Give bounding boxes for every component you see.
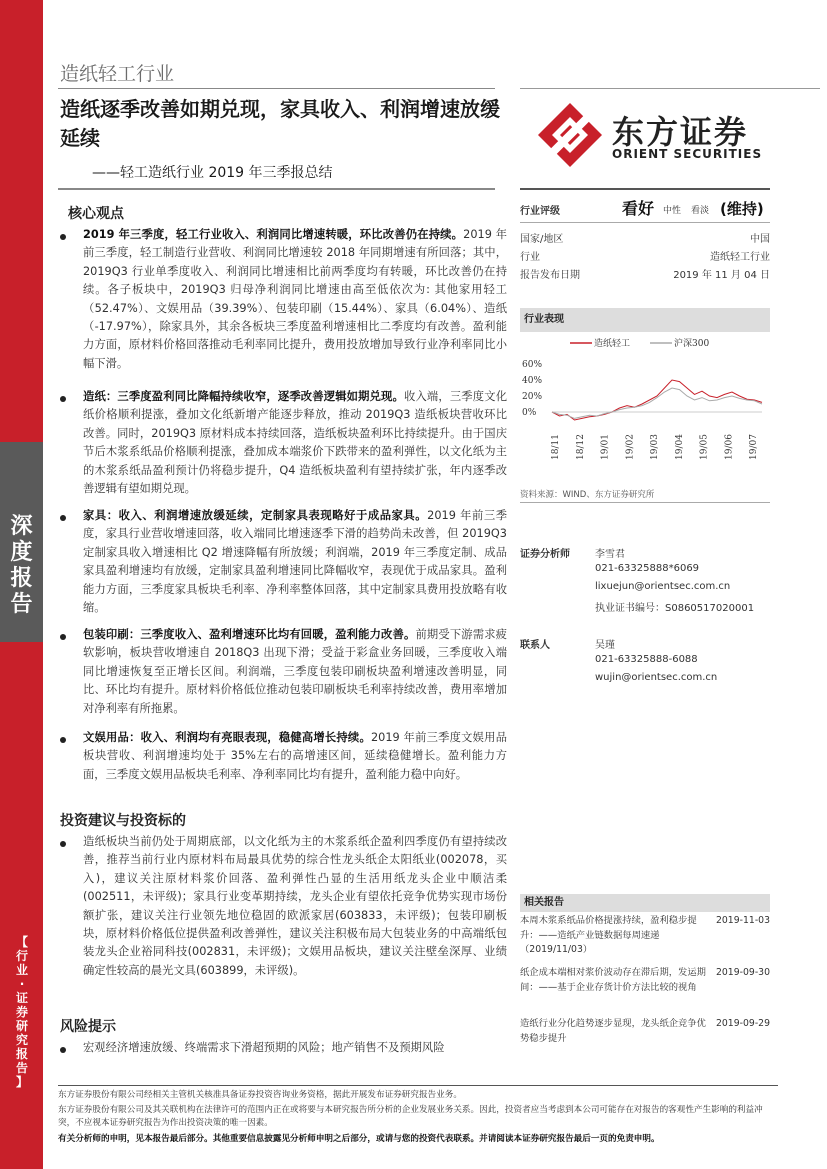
core-item xyxy=(83,507,507,617)
orient-logo-icon xyxy=(538,103,602,167)
vlabel-char: 券 xyxy=(15,1005,28,1019)
contact-email[interactable]: wujin@orientsec.com.cn xyxy=(595,672,718,683)
contact-name: 吴瑾 xyxy=(595,640,615,651)
vlabel-char: 业 xyxy=(15,963,28,977)
footer-rule xyxy=(58,1085,778,1086)
analyst-name: 李雪君 xyxy=(595,549,625,560)
info-value: 2019 年 11 月 04 日 xyxy=(673,270,770,281)
series-line xyxy=(552,380,762,420)
info-key: 国家/地区 xyxy=(520,234,564,245)
footer-disclaimer: 有关分析师的申明，见本报告最后部分。其他重要信息披露见分析师申明之后部分，或请与您的投资代表联系。并请阅读本证券研究报告最后一页的免责申明。 xyxy=(58,1134,660,1144)
perf-chart xyxy=(520,334,770,474)
related-heading: 相关报告 xyxy=(520,894,770,912)
vlabel-char: · xyxy=(19,977,25,991)
bullet-icon xyxy=(60,841,66,847)
x-tick-label: 18/11 xyxy=(551,434,561,460)
vlabel-char: 行 xyxy=(15,949,28,963)
core-item xyxy=(83,729,507,784)
contact-phone: 021-63325888-6088 xyxy=(595,654,698,665)
related-item[interactable] xyxy=(520,1017,770,1046)
x-tick-label: 19/05 xyxy=(699,434,710,460)
vlabel-char: 】 xyxy=(15,1075,28,1089)
related-title[interactable]: 本周木浆系纸品价格提涨持续，盈利稳步提升：——造纸产业链数据每周速递（2019/11/03） xyxy=(520,915,697,955)
related-title[interactable]: 造纸行业分化趋势逐步显现，龙头纸企竞争优势稳步提升 xyxy=(520,1018,706,1044)
invest-heading: 投资建议与投资标的 xyxy=(60,813,186,829)
tag-char: 告 xyxy=(10,592,33,617)
rating-option: 中性 xyxy=(663,206,682,216)
vertical-label xyxy=(12,935,32,1089)
rating-label: 行业评级 xyxy=(520,206,560,217)
chart-rule xyxy=(520,502,770,503)
report-title: 造纸逐季改善如期兑现，家具收入、利润增速放缓延续 xyxy=(60,97,500,150)
y-tick-label: 0% xyxy=(522,408,537,418)
chart-source: 资料来源：WIND、东方证券研究所 xyxy=(520,490,655,500)
y-tick-label: 20% xyxy=(522,392,543,402)
info-value: 中国 xyxy=(750,234,770,245)
analyst-phone: 021-63325888*6069 xyxy=(595,563,700,574)
report-type-tag xyxy=(0,442,43,642)
related-title[interactable]: 纸企成本端相对浆价波动存在滞后期，发运期间：——基于企业存货计价方法比较的视角 xyxy=(520,967,706,993)
y-tick-label: 60% xyxy=(522,360,543,370)
core-item-text: 2019 年前三季度，家具行业营收增速回落，收入端同比增速逐季下滑的趋势尚未改善，但 2019Q3 定制家具收入增速相比 Q2 增速降幅有所放缓；利润端，2019 年三季度定制、成品家具盈利增速均有放缓，定制家具盈利增速同比降幅收窄，表现优于成品家具。盈利能力方面，三季度家具板块毛利率、净利率整体回落，其中定制家具费用投放略有收缩。 xyxy=(83,509,507,615)
info-key: 行业 xyxy=(520,252,540,263)
logo-text-en: ORIENT SECURITIES xyxy=(612,147,763,161)
contact-label: 联系人 xyxy=(520,640,550,651)
info-key: 报告发布日期 xyxy=(520,270,580,281)
analyst-label: 证券分析师 xyxy=(520,549,570,560)
info-value: 造纸轻工行业 xyxy=(710,252,770,263)
rating-top-rule xyxy=(520,188,770,190)
bullet-icon xyxy=(60,737,66,743)
report-subtitle: ——轻工造纸行业 2019 年三季报总结 xyxy=(92,165,333,181)
risk-heading: 风险提示 xyxy=(60,1019,116,1035)
bullet-icon xyxy=(60,1047,66,1053)
vlabel-char: 究 xyxy=(15,1033,28,1047)
x-tick-label: 19/07 xyxy=(749,434,759,460)
core-item-text: 前期受下游需求疲软影响，板块营收增速自 2018Q3 出现下滑；受益于彩盒业务回暖，三季度收入端同比增速恢复至正增长区间。利润端，三季度包装印刷板块盈利增速改善明显，同比、环比均有提升。原材料价格低位推动包装印刷板块毛利率持续改善，费用率增加对净利率有所拖累。 xyxy=(83,628,507,715)
perf-heading: 行业表现 xyxy=(520,308,770,332)
vlabel-char: 告 xyxy=(15,1061,28,1075)
core-item-lead: 文娱用品：收入、利润均有亮眼表现，稳健高增长持续。 xyxy=(83,731,371,744)
x-tick-label: 19/02 xyxy=(625,434,636,460)
core-item-text: 2019 年前三季度，轻工制造行业营收、利润同比增速较 2018 年同期增速有所回落；其中，2019Q3 行业单季度收入、利润同比增速相比前两季度均有转暖，环比改善仍在持续。各子板块中，2019Q3 归母净利润同比增速由高至低依次为: 其他家用轻工（52.47%）、文娱用品（39.39%）、包装印刷（15.44%）、家具（6.04%）、造纸（-17.97%），除家具外，其余各板块三季度盈利增速相比二季度均有改善。盈利能力方面，原材料价格回落推动毛利率同比提升，费用投放增加导致行业净利率同比小幅下滑。 xyxy=(83,228,507,370)
tag-char: 深 xyxy=(10,514,33,539)
analyst-cert: 执业证书编号：S0860517020001 xyxy=(595,603,755,614)
legend-label: 沪深300 xyxy=(674,339,710,349)
info-row xyxy=(520,248,770,262)
related-date: 2019-09-30 xyxy=(715,967,770,978)
legend-label: 造纸轻工 xyxy=(594,339,631,349)
bullet-icon xyxy=(60,234,66,240)
rating-rule xyxy=(520,222,770,223)
industry-label: 造纸轻工行业 xyxy=(60,63,175,85)
rating-value: 看好 xyxy=(622,199,655,218)
related-item[interactable] xyxy=(520,966,770,995)
y-tick-label: 40% xyxy=(522,376,543,386)
core-item-lead: 包装印刷：三季度收入、盈利增速环比均有回暖，盈利能力改善。 xyxy=(83,628,416,641)
footer-line: 东方证券股份有限公司及其关联机构在法律许可的范围内正在或将要与本研究报告所分析的企业发展业务关系。因此，投资者应当考虑到本公司可能存在对报告的客观性产生影响的利益冲突，不应视本证券研究报告为作出投资决策的唯一因素。 xyxy=(58,1105,763,1128)
tag-char: 度 xyxy=(10,540,33,565)
core-item xyxy=(83,626,507,718)
analyst-email[interactable]: lixuejun@orientsec.com.cn xyxy=(595,581,731,592)
bullet-icon xyxy=(60,515,66,521)
risk-text: 宏观经济增速放缓、终端需求下滑超预期的风险；地产销售不及预期风险 xyxy=(83,1041,445,1054)
core-item xyxy=(83,226,507,373)
core-heading: 核心观点 xyxy=(68,206,124,222)
footer-line: 东方证券股份有限公司经相关主管机关核准具备证券投资咨询业务资格，据此开展发布证券研究报告业务。 xyxy=(58,1090,462,1100)
rating-maintain: (维持) xyxy=(720,200,764,218)
subtitle-rule xyxy=(58,188,495,190)
header-rule xyxy=(58,88,495,89)
x-tick-label: 18/12 xyxy=(575,434,586,460)
vlabel-char: 研 xyxy=(15,1019,28,1033)
vlabel-char: 【 xyxy=(15,935,28,949)
bullet-icon xyxy=(60,634,66,640)
core-item-lead: 2019 年三季度，轻工行业收入、利润同比增速转暖，环比改善仍在持续。 xyxy=(83,228,464,241)
x-tick-label: 19/03 xyxy=(650,434,660,460)
core-item-text: 收入端，三季度文化纸价格顺利提涨，叠加文化纸新增产能逐步释放，推动 2019Q3 造纸板块营收环比改善。同时，2019Q3 原材料成本持续回落，造纸板块盈利环比持续提升。由于国庆节后木浆系纸品价格顺利提涨，叠加成本端浆价下跌带来的盈利弹性，以文化纸为主的木浆系纸品盈利预计仍将稳步提升，Q4 造纸板块盈利有望持续扩张，年内逐季改善逻辑有望如期兑现。 xyxy=(83,390,507,496)
vlabel-char: 证 xyxy=(15,991,28,1005)
related-date: 2019-11-03 xyxy=(715,915,770,926)
rating-option: 看淡 xyxy=(691,206,710,216)
info-row xyxy=(520,266,770,280)
vlabel-char: 报 xyxy=(15,1047,28,1061)
related-item[interactable] xyxy=(520,914,770,958)
related-date: 2019-09-29 xyxy=(715,1018,770,1029)
x-tick-label: 19/06 xyxy=(724,434,735,460)
info-row xyxy=(520,230,770,244)
core-item-text: 2019 年前三季度文娱用品板块营收、利润增速均处于 35%左右的高增速区间，延续稳健增长。盈利能力方面，三季度文娱用品板块毛利率、净利率同比均有提升，盈利能力稳中向好。 xyxy=(83,731,507,781)
x-tick-label: 19/04 xyxy=(674,434,685,460)
core-item-lead: 造纸：三季度盈利同比降幅持续收窄，逐季改善逻辑如期兑现。 xyxy=(83,390,404,403)
invest-text: 造纸板块当前仍处于周期底部，以文化纸为主的木浆系纸企盈利四季度仍有望持续改善，推荐当前行业内原材料布局最具优势的综合性龙头纸企太阳纸业(002078，买入)，建议关注原材料浆价回落、盈利弹性凸显的生活用纸龙头企业中顺洁柔(002511，未评级)；家具行业变革期持续，龙头企业有望依托竞争优势实现市场份额扩张，建议关注行业领先地位稳固的欧派家居(603833，未评级)；包装印刷板块，原材料价格低位提供盈利改善弹性，建议关注积极布局大包装业务的中高端纸包装龙头企业裕同科技(002831，未评级)；文娱用品板块，建议关注壁垒深厚、业绩确定性较高的晨光文具(603899，未评级)。 xyxy=(83,835,507,977)
x-tick-label: 19/01 xyxy=(600,434,611,460)
core-item-lead: 家具：收入、利润增速放缓延续，定制家具表现略好于成品家具。 xyxy=(83,509,428,522)
core-item xyxy=(83,388,507,498)
bullet-icon xyxy=(60,396,66,402)
logo-text-cn: 东方证券 xyxy=(612,113,749,151)
tag-char: 报 xyxy=(10,566,33,591)
